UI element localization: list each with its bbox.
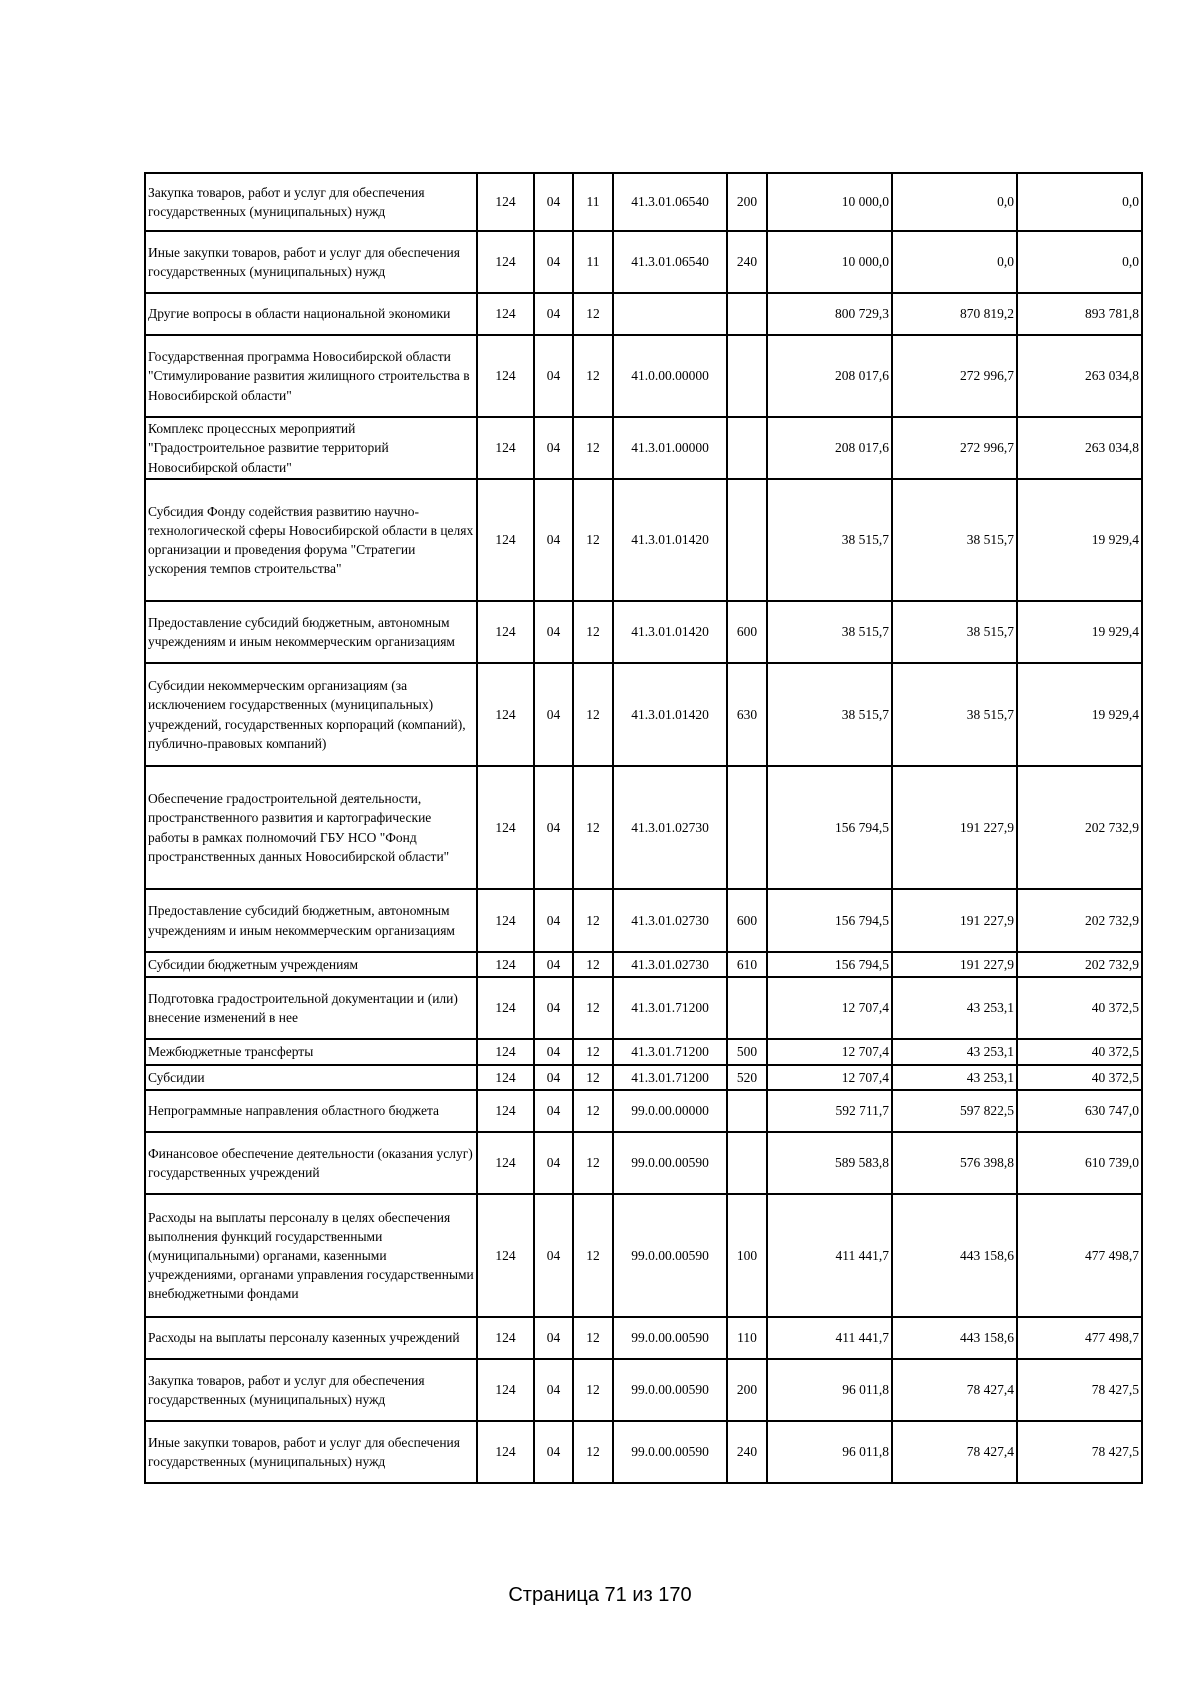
razdel-cell: 04: [534, 977, 573, 1039]
razdel-cell: 04: [534, 293, 573, 335]
target-article-cell: 41.3.01.71200: [613, 1065, 727, 1090]
podrazdel-cell: 12: [573, 766, 613, 889]
amount-year1-cell: 592 711,7: [767, 1090, 892, 1132]
razdel-cell: 04: [534, 1421, 573, 1483]
glava-cell: 124: [477, 479, 534, 601]
target-article-cell: 41.3.01.02730: [613, 766, 727, 889]
target-article-cell: 41.3.01.02730: [613, 889, 727, 952]
razdel-cell: 04: [534, 663, 573, 766]
row-name-cell: Расходы на выплаты персоналу казенных учреждений: [145, 1317, 477, 1359]
row-name-cell: Финансовое обеспечение деятельности (оказания услуг) государственных учреждений: [145, 1132, 477, 1194]
table-row: [145, 952, 1142, 977]
expense-type-cell: 200: [727, 1359, 767, 1421]
expense-type-cell: 600: [727, 889, 767, 952]
budget-table-body: [145, 173, 1142, 1483]
amount-year3-cell: 0,0: [1017, 173, 1142, 231]
amount-year1-cell: 12 707,4: [767, 1039, 892, 1065]
table-row: [145, 1359, 1142, 1421]
glava-cell: 124: [477, 1317, 534, 1359]
razdel-cell: 04: [534, 417, 573, 479]
expense-type-cell: 100: [727, 1194, 767, 1317]
row-name-cell: Субсидия Фонду содействия развитию научно-технологической сферы Новосибирской области в целях организации и проведения форума "Стратегии ускорения темпов строительства": [145, 479, 477, 601]
glava-cell: 124: [477, 335, 534, 417]
amount-year2-cell: 43 253,1: [892, 1065, 1017, 1090]
razdel-cell: 04: [534, 601, 573, 663]
glava-cell: 124: [477, 1194, 534, 1317]
expense-type-cell: 240: [727, 1421, 767, 1483]
amount-year2-cell: 443 158,6: [892, 1317, 1017, 1359]
expense-type-cell: [727, 335, 767, 417]
amount-year3-cell: 40 372,5: [1017, 1039, 1142, 1065]
glava-cell: 124: [477, 1132, 534, 1194]
amount-year2-cell: 0,0: [892, 173, 1017, 231]
podrazdel-cell: 12: [573, 1090, 613, 1132]
amount-year2-cell: 43 253,1: [892, 977, 1017, 1039]
amount-year2-cell: 38 515,7: [892, 479, 1017, 601]
target-article-cell: 99.0.00.00590: [613, 1359, 727, 1421]
table-row: [145, 1039, 1142, 1065]
amount-year1-cell: 208 017,6: [767, 417, 892, 479]
expense-type-cell: [727, 479, 767, 601]
amount-year1-cell: 411 441,7: [767, 1194, 892, 1317]
razdel-cell: 04: [534, 952, 573, 977]
row-name-cell: Иные закупки товаров, работ и услуг для обеспечения государственных (муниципальных) нужд: [145, 1421, 477, 1483]
glava-cell: 124: [477, 889, 534, 952]
amount-year1-cell: 38 515,7: [767, 479, 892, 601]
amount-year2-cell: 0,0: [892, 231, 1017, 293]
target-article-cell: [613, 293, 727, 335]
podrazdel-cell: 12: [573, 1421, 613, 1483]
podrazdel-cell: 11: [573, 173, 613, 231]
target-article-cell: 41.3.01.71200: [613, 1039, 727, 1065]
expense-type-cell: [727, 293, 767, 335]
glava-cell: 124: [477, 231, 534, 293]
glava-cell: 124: [477, 977, 534, 1039]
row-name-cell: Иные закупки товаров, работ и услуг для обеспечения государственных (муниципальных) нужд: [145, 231, 477, 293]
target-article-cell: 41.3.01.02730: [613, 952, 727, 977]
expense-type-cell: 200: [727, 173, 767, 231]
amount-year1-cell: 96 011,8: [767, 1359, 892, 1421]
amount-year3-cell: 630 747,0: [1017, 1090, 1142, 1132]
amount-year2-cell: 191 227,9: [892, 952, 1017, 977]
amount-year3-cell: 477 498,7: [1017, 1194, 1142, 1317]
expense-type-cell: [727, 1090, 767, 1132]
amount-year1-cell: 10 000,0: [767, 173, 892, 231]
page-number-footer: Страница 71 из 170: [508, 1584, 692, 1606]
podrazdel-cell: 12: [573, 1194, 613, 1317]
table-row: [145, 173, 1142, 231]
amount-year1-cell: 156 794,5: [767, 889, 892, 952]
amount-year1-cell: 589 583,8: [767, 1132, 892, 1194]
glava-cell: 124: [477, 293, 534, 335]
table-row: [145, 1132, 1142, 1194]
amount-year2-cell: 43 253,1: [892, 1039, 1017, 1065]
target-article-cell: 41.0.00.00000: [613, 335, 727, 417]
razdel-cell: 04: [534, 173, 573, 231]
table-row: [145, 1421, 1142, 1483]
podrazdel-cell: 12: [573, 663, 613, 766]
expense-type-cell: 240: [727, 231, 767, 293]
expense-type-cell: 600: [727, 601, 767, 663]
table-row: [145, 231, 1142, 293]
razdel-cell: 04: [534, 1090, 573, 1132]
table-row: [145, 977, 1142, 1039]
amount-year3-cell: 78 427,5: [1017, 1421, 1142, 1483]
row-name-cell: Предоставление субсидий бюджетным, автономным учреждениям и иным некоммерческим организациям: [145, 889, 477, 952]
expense-type-cell: 520: [727, 1065, 767, 1090]
table-row: [145, 417, 1142, 479]
amount-year3-cell: 477 498,7: [1017, 1317, 1142, 1359]
row-name-cell: Закупка товаров, работ и услуг для обеспечения государственных (муниципальных) нужд: [145, 173, 477, 231]
amount-year3-cell: 0,0: [1017, 231, 1142, 293]
row-name-cell: Субсидии некоммерческим организациям (за исключением государственных (муниципальных) учреждений, государственных корпораций (компаний), публично-правовых компаний): [145, 663, 477, 766]
amount-year2-cell: 191 227,9: [892, 766, 1017, 889]
podrazdel-cell: 12: [573, 1039, 613, 1065]
amount-year3-cell: 893 781,8: [1017, 293, 1142, 335]
razdel-cell: 04: [534, 1065, 573, 1090]
glava-cell: 124: [477, 601, 534, 663]
amount-year3-cell: 19 929,4: [1017, 663, 1142, 766]
amount-year3-cell: 19 929,4: [1017, 479, 1142, 601]
row-name-cell: Подготовка градостроительной документации и (или) внесение изменений в нее: [145, 977, 477, 1039]
table-row: [145, 766, 1142, 889]
glava-cell: 124: [477, 766, 534, 889]
expense-type-cell: [727, 766, 767, 889]
glava-cell: 124: [477, 417, 534, 479]
glava-cell: 124: [477, 1039, 534, 1065]
amount-year3-cell: 40 372,5: [1017, 1065, 1142, 1090]
table-row: [145, 601, 1142, 663]
amount-year3-cell: 202 732,9: [1017, 766, 1142, 889]
target-article-cell: 41.3.01.01420: [613, 663, 727, 766]
glava-cell: 124: [477, 663, 534, 766]
glava-cell: 124: [477, 1065, 534, 1090]
amount-year3-cell: 263 034,8: [1017, 417, 1142, 479]
amount-year3-cell: 202 732,9: [1017, 952, 1142, 977]
podrazdel-cell: 12: [573, 977, 613, 1039]
table-row: [145, 889, 1142, 952]
row-name-cell: Комплекс процессных мероприятий "Градостроительное развитие территорий Новосибирской области": [145, 417, 477, 479]
target-article-cell: 41.3.01.01420: [613, 479, 727, 601]
razdel-cell: 04: [534, 479, 573, 601]
podrazdel-cell: 12: [573, 417, 613, 479]
row-name-cell: Государственная программа Новосибирской области "Стимулирование развития жилищного строительства в Новосибирской области": [145, 335, 477, 417]
table-row: [145, 1090, 1142, 1132]
expense-type-cell: [727, 417, 767, 479]
target-article-cell: 99.0.00.00000: [613, 1090, 727, 1132]
target-article-cell: 99.0.00.00590: [613, 1317, 727, 1359]
row-name-cell: Закупка товаров, работ и услуг для обеспечения государственных (муниципальных) нужд: [145, 1359, 477, 1421]
amount-year1-cell: 10 000,0: [767, 231, 892, 293]
amount-year1-cell: 38 515,7: [767, 601, 892, 663]
table-row: [145, 335, 1142, 417]
amount-year1-cell: 12 707,4: [767, 1065, 892, 1090]
amount-year3-cell: 263 034,8: [1017, 335, 1142, 417]
row-name-cell: Обеспечение градостроительной деятельности, пространственного развития и картографические работы в рамках полномочий ГБУ НСО "Фонд пространственных данных Новосибирской области": [145, 766, 477, 889]
amount-year2-cell: 272 996,7: [892, 335, 1017, 417]
table-row: [145, 293, 1142, 335]
amount-year2-cell: 191 227,9: [892, 889, 1017, 952]
expense-type-cell: [727, 977, 767, 1039]
razdel-cell: 04: [534, 1317, 573, 1359]
target-article-cell: 41.3.01.00000: [613, 417, 727, 479]
glava-cell: 124: [477, 1421, 534, 1483]
glava-cell: 124: [477, 1090, 534, 1132]
target-article-cell: 41.3.01.71200: [613, 977, 727, 1039]
razdel-cell: 04: [534, 231, 573, 293]
amount-year1-cell: 12 707,4: [767, 977, 892, 1039]
expense-type-cell: 610: [727, 952, 767, 977]
table-row: [145, 1317, 1142, 1359]
amount-year1-cell: 208 017,6: [767, 335, 892, 417]
razdel-cell: 04: [534, 1132, 573, 1194]
amount-year3-cell: 19 929,4: [1017, 601, 1142, 663]
podrazdel-cell: 11: [573, 231, 613, 293]
razdel-cell: 04: [534, 335, 573, 417]
podrazdel-cell: 12: [573, 1359, 613, 1421]
amount-year1-cell: 38 515,7: [767, 663, 892, 766]
amount-year2-cell: 576 398,8: [892, 1132, 1017, 1194]
target-article-cell: 41.3.01.06540: [613, 173, 727, 231]
razdel-cell: 04: [534, 889, 573, 952]
amount-year2-cell: 443 158,6: [892, 1194, 1017, 1317]
target-article-cell: 99.0.00.00590: [613, 1194, 727, 1317]
target-article-cell: 99.0.00.00590: [613, 1421, 727, 1483]
glava-cell: 124: [477, 1359, 534, 1421]
razdel-cell: 04: [534, 1359, 573, 1421]
row-name-cell: Предоставление субсидий бюджетным, автономным учреждениям и иным некоммерческим организациям: [145, 601, 477, 663]
row-name-cell: Межбюджетные трансферты: [145, 1039, 477, 1065]
amount-year1-cell: 156 794,5: [767, 952, 892, 977]
podrazdel-cell: 12: [573, 1317, 613, 1359]
podrazdel-cell: 12: [573, 335, 613, 417]
razdel-cell: 04: [534, 766, 573, 889]
target-article-cell: 99.0.00.00590: [613, 1132, 727, 1194]
amount-year2-cell: 38 515,7: [892, 601, 1017, 663]
row-name-cell: Непрограммные направления областного бюджета: [145, 1090, 477, 1132]
amount-year3-cell: 78 427,5: [1017, 1359, 1142, 1421]
podrazdel-cell: 12: [573, 479, 613, 601]
table-row: [145, 479, 1142, 601]
razdel-cell: 04: [534, 1039, 573, 1065]
amount-year3-cell: 40 372,5: [1017, 977, 1142, 1039]
podrazdel-cell: 12: [573, 1132, 613, 1194]
podrazdel-cell: 12: [573, 889, 613, 952]
amount-year1-cell: 800 729,3: [767, 293, 892, 335]
amount-year1-cell: 156 794,5: [767, 766, 892, 889]
razdel-cell: 04: [534, 1194, 573, 1317]
amount-year1-cell: 96 011,8: [767, 1421, 892, 1483]
amount-year2-cell: 272 996,7: [892, 417, 1017, 479]
podrazdel-cell: 12: [573, 952, 613, 977]
amount-year2-cell: 597 822,5: [892, 1090, 1017, 1132]
podrazdel-cell: 12: [573, 293, 613, 335]
target-article-cell: 41.3.01.06540: [613, 231, 727, 293]
table-row: [145, 1194, 1142, 1317]
expense-type-cell: 500: [727, 1039, 767, 1065]
expense-type-cell: 110: [727, 1317, 767, 1359]
amount-year2-cell: 78 427,4: [892, 1421, 1017, 1483]
target-article-cell: 41.3.01.01420: [613, 601, 727, 663]
amount-year2-cell: 38 515,7: [892, 663, 1017, 766]
row-name-cell: Расходы на выплаты персоналу в целях обеспечения выполнения функций государственными (муниципальными) органами, казенными учреждениями, органами управления государственными внебюджетными фондами: [145, 1194, 477, 1317]
row-name-cell: Другие вопросы в области национальной экономики: [145, 293, 477, 335]
glava-cell: 124: [477, 952, 534, 977]
amount-year2-cell: 78 427,4: [892, 1359, 1017, 1421]
expense-type-cell: [727, 1132, 767, 1194]
table-row: [145, 1065, 1142, 1090]
amount-year3-cell: 610 739,0: [1017, 1132, 1142, 1194]
expense-type-cell: 630: [727, 663, 767, 766]
table-row: [145, 663, 1142, 766]
amount-year1-cell: 411 441,7: [767, 1317, 892, 1359]
row-name-cell: Субсидии бюджетным учреждениям: [145, 952, 477, 977]
podrazdel-cell: 12: [573, 601, 613, 663]
row-name-cell: Субсидии: [145, 1065, 477, 1090]
podrazdel-cell: 12: [573, 1065, 613, 1090]
amount-year2-cell: 870 819,2: [892, 293, 1017, 335]
glava-cell: 124: [477, 173, 534, 231]
amount-year3-cell: 202 732,9: [1017, 889, 1142, 952]
budget-table: [144, 172, 1143, 1484]
